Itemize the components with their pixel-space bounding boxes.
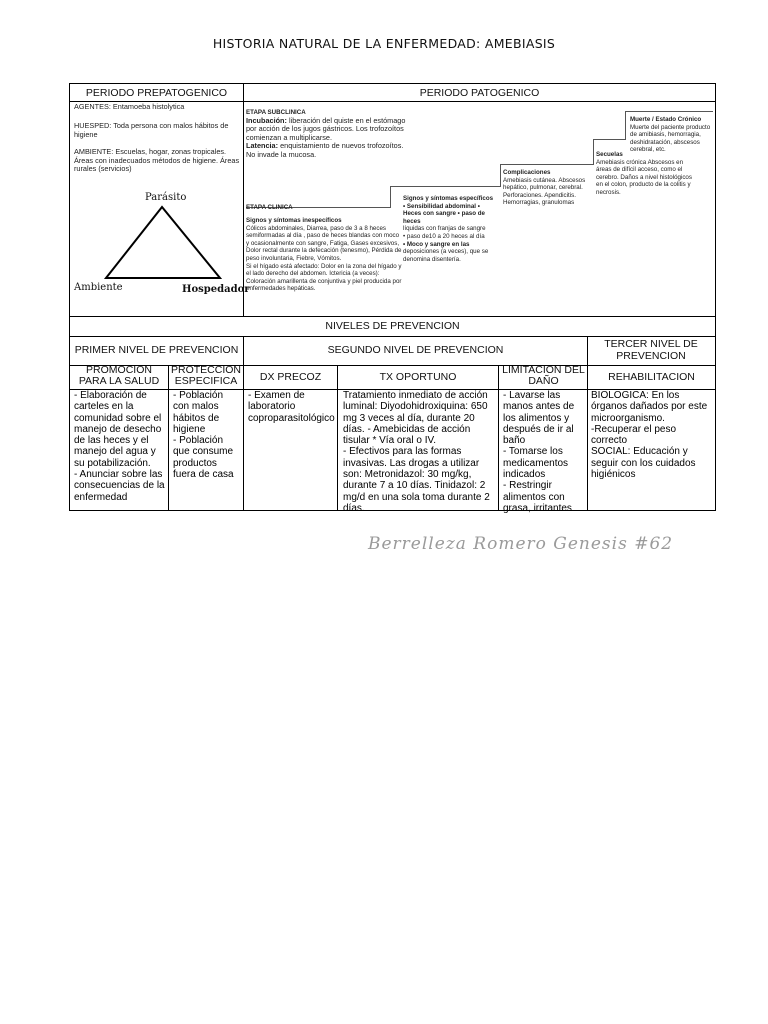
clinical-title: ETAPA CLINICA [246,204,293,211]
col-promocion: PROMOCION PARA LA SALUD [78,364,160,387]
complications-title: Complicaciones [503,169,551,176]
incubation-text: liberación del quiste en el estómago por acción de los jugos gástricos. Los trofozoítos comienzan a multiplicarse. [246,115,406,142]
complications [503,169,595,207]
latency-label: Latencia: [246,141,279,151]
subclinical-stage [246,109,406,160]
agentes-text: AGENTES: Entamoeba histolytica [74,102,185,111]
death-title: Muerte / Estado Crónico [630,116,702,123]
second-level-header: SEGUNDO NIVEL DE PREVENCION [327,344,504,356]
specific-text-3: deposiciones (a veces), que se denomina disentería. [403,248,489,263]
complications-text: Amebiasis cutánea. Abscesos hepático, pulmonar, cerebral. Perforaciones. Apendicitis. Hemorragias, granulomas [503,176,586,207]
nonspecific-signs [246,217,402,293]
specific-text-2: • paso de10 a 20 heces al día [403,232,485,240]
page-title: HISTORIA NATURAL DE LA ENFERMEDAD: AMEBIASIS [212,36,556,51]
col-proteccion: PROTECCION ESPECIFICA [170,364,241,387]
cell-limitacion: - Lavarse las manos antes de los alimentos y después de ir al baño - Tomarse los medicamentos indicados - Restringir alimentos con grasa, irritantes [503,390,575,514]
specific-text-1: líquidas con franjas de sangre [403,225,486,233]
specific-title: Signos y síntomas específicos [403,195,494,202]
cell-tx-oportuno: Tratamiento inmediato de acción luminal: Diyodohidroxiquina: 650 mg 3 veces al día, durante 20 días. - Amebicidas de acción tisular * Vía oral o IV. - Efectivos para las formas invasivas. Las drogas a utilizar son: Metronidazol: 30 mg/kg, durante 7 a 10 días. Tinidazol: 2 mg/d en una sola toma durante 2 días. [343,390,490,514]
huesped-text: HUESPED: Toda persona con malos hábitos de higiene [74,121,229,139]
latency-text: enquistamiento de nuevos trofozoítos. No invade la mucosa. [246,141,404,159]
subclinical-title: ETAPA SUBCLINICA [246,109,306,116]
col-limitacion: LIMITACION DEL DAÑO [502,364,585,387]
nonspecific-text: Cólicos abdominales, Diarrea, paso de 3 a 8 heces semiformadas al día , paso de heces blandas con moco y ocasionalmente con sangre, Fatiga, Gases excesivos, Dolor rectal durante la defecación (tenesmo), Pérdida de peso involuntaria, Fiebre, Vómitos. [246,224,402,262]
triangle-parasito-label: Parásito [145,192,187,203]
pathogenic-header: PERIODO PATOGENICO [419,87,540,99]
prepatogenic-header: PERIODO PREPATOGENICO [85,87,228,99]
death-chronic [630,116,714,154]
cell-rehabilitacion: BIOLOGICA: En los órganos dañados por este microorganismo. -Recuperar el peso correcto SOCIAL: Educación y seguir con los cuidados higiénicos [591,390,708,481]
cell-dx-precoz: - Examen de laboratorio coproparasitológico [248,390,335,424]
sequelae-text: Amebiasis crónica Abscesos en áreas de difícil acceso, como el cerebro. Daños a nivel histológicos en el colon, producto de la colitis y necrosis. [596,158,692,196]
col-rehabilitacion: REHABILITACION [608,371,695,383]
nonspecific-text-liver: Si el hígado está afectado: Dolor en la zona del hígado y el lado derecho del abdomen. Ictericia (a veces): Coloración amarillenta de conjuntiva y piel producida por enfermedades hepáticas. [246,262,402,293]
col-tx-oportuno: TX OPORTUNO [379,371,457,383]
col-dx-precoz: DX PRECOZ [259,371,322,383]
prevention-levels-header: NIVELES DE PREVENCION [325,320,460,332]
sequelae-title: Secuelas [596,151,623,158]
first-level-header: PRIMER NIVEL DE PREVENCION [74,344,239,356]
incubation-label: Incubación: [246,115,287,125]
death-text: Muerte del paciente producto de amibiasis, hemorragia, deshidratación, abscesos cerebral, etc. [630,123,711,154]
nonspecific-title: Signos y síntomas inespecíficos [246,217,342,224]
cell-promocion: - Elaboración de carteles en la comunidad sobre el manejo de desecho de las heces y el manejo del agua y su potabilización. - Anunciar sobre las consecuencias de la enfermedad [74,390,165,503]
handwritten-signature: Berrelleza Romero Genesis #62 [368,534,674,554]
triangle-ambiente-label: Ambiente [74,282,123,293]
ambiente-text: AMBIENTE: Escuelas, hogar, zonas tropicales. Áreas con inadecuados métodos de higiene. Áreas rurales (servicios) [74,147,240,174]
specific-bold-2: • Moco y sangre en las [403,240,470,248]
third-level-header: TERCER NIVEL DE PREVENCION [604,338,698,362]
specific-bold-1: • Sensibilidad abdominal • Heces con sangre • paso de heces [403,202,485,225]
specific-signs [403,195,499,263]
cell-proteccion: - Población con malos hábitos de higiene - Población que consume productos fuera de casa [173,390,234,481]
triangle-hospedador-label: Hospedador [182,284,250,295]
sequelae [596,151,692,197]
